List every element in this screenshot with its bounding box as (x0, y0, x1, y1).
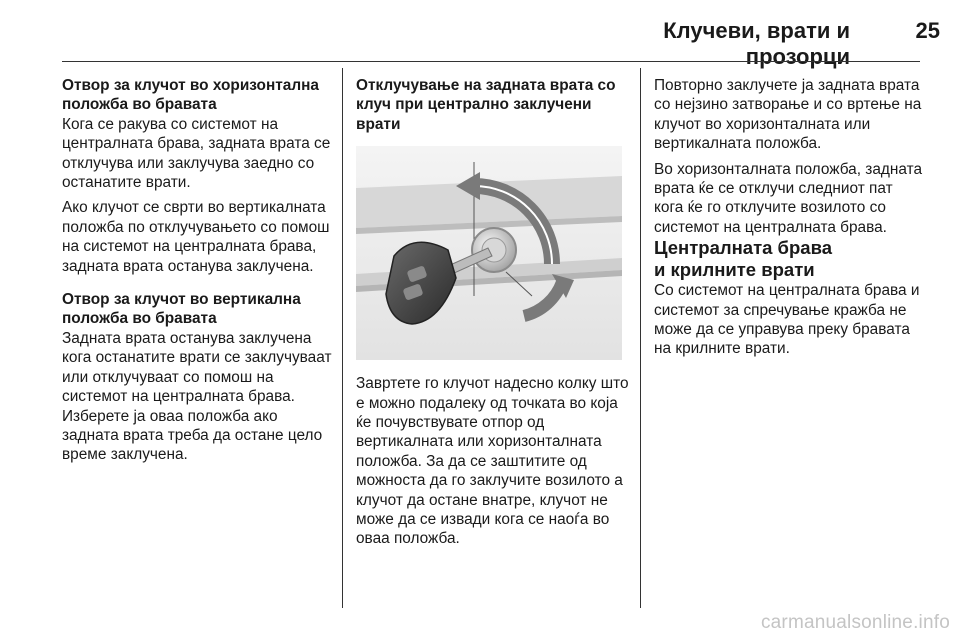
column-1 (62, 76, 337, 465)
paragraph: Во хоризонталната положба, задната врата ќе се отклучи следниот пат кога ќе го отклучите возилото со системот на централната брава. (654, 160, 923, 236)
column-divider-2 (640, 68, 641, 608)
column-2 (356, 76, 630, 549)
page-number: 25 (915, 18, 940, 43)
header-divider (62, 61, 920, 62)
paragraph: Ако клучот се сврти во вертикалната положба по отклучувањето со помош на системот на централната брава, задната врата останува заклучена. (62, 199, 330, 275)
paragraph: Кога се ракува со системот на централната брава, задната врата се отклучува или заклучува заедно со останатите врати. (62, 115, 331, 192)
key-lock-drawing (356, 146, 622, 360)
section-heading-horizontal: Отвор за клучот во хоризонтална положба во бравата (62, 77, 319, 114)
section-heading-unlock: Отклучување на задната врата со клуч при централно заклучени врати (356, 77, 616, 133)
paragraph: Со системот на централната брава и системот за спречување кражба не може да се управува преку бравата на крилните врати. (654, 282, 920, 358)
paragraph: Задната врата останува заклучена кога останатите врати се заклучуваат или отклучуваат со помош на системот на централната брава. Изберете ја оваа положба ако задната врата треба да остане цело време заклучена. (62, 329, 332, 464)
section-heading-central-lock: Централната брава и крилните врати (654, 237, 832, 281)
column-3 (654, 76, 926, 359)
car-key-lock-illustration (356, 146, 622, 360)
page-title: Клучеви, врати и прозорци (663, 18, 850, 69)
paragraph: Повторно заклучете ја задната врата со нејзино затворање и со вртење на клучот во хоризонталната или вертикалната положба. (654, 77, 922, 153)
watermark: carmanualsonline.info (760, 612, 950, 633)
section-heading-vertical: Отвор за клучот во вертикална положба во бравата (62, 291, 301, 328)
paragraph: Завртете го клучот надесно колку што е можно подалеку од точката во која ќе почувствувате отпор од вертикалната или хоризонталната положба. За да се заштитите од можноста да го заклучите возилото а клучот да остане внатре, клучот не може да се извади кога се наоѓа во оваа положба. (356, 375, 629, 548)
column-divider-1 (342, 68, 343, 608)
